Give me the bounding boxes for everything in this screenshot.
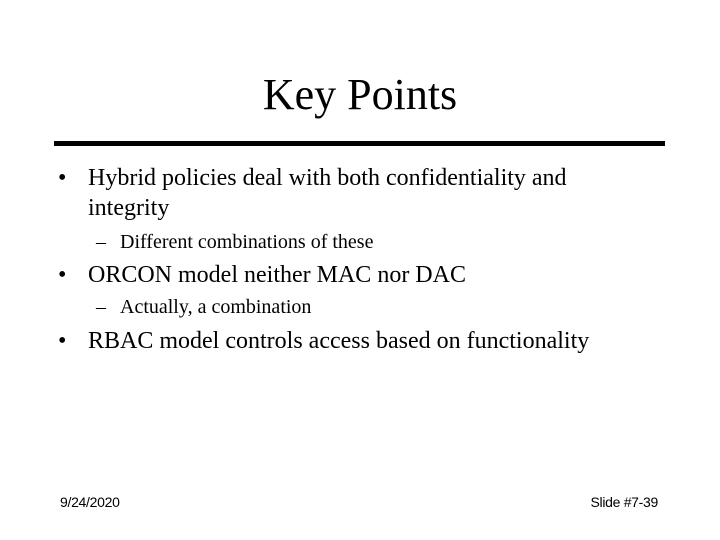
sub-bullet-item (96, 295, 660, 319)
bullet-mark: • (58, 165, 67, 191)
footer-slide-number: Slide #7-39 (590, 494, 658, 510)
sub-bullet-mark: – (96, 296, 106, 318)
sub-bullet-item (96, 230, 660, 254)
bullet-text: RBAC model controls access based on functionality (88, 328, 590, 354)
bullet-text: ORCON model neither MAC nor DAC (88, 262, 466, 288)
sub-bullet-mark: – (96, 231, 106, 253)
slide-title: Key Points (262, 70, 458, 119)
sub-bullet-text: Actually, a combination (120, 296, 312, 318)
bullet-item (58, 163, 648, 223)
bullet-text: Hybrid policies deal with both confidentiality and integrity (88, 165, 567, 221)
bullet-item (58, 326, 648, 356)
bullet-mark: • (58, 328, 67, 354)
bullet-mark: • (58, 262, 67, 288)
sub-bullet-text: Different combinations of these (120, 231, 374, 253)
bullet-item (58, 260, 648, 290)
title-divider (54, 141, 665, 146)
footer-date: 9/24/2020 (60, 494, 120, 510)
